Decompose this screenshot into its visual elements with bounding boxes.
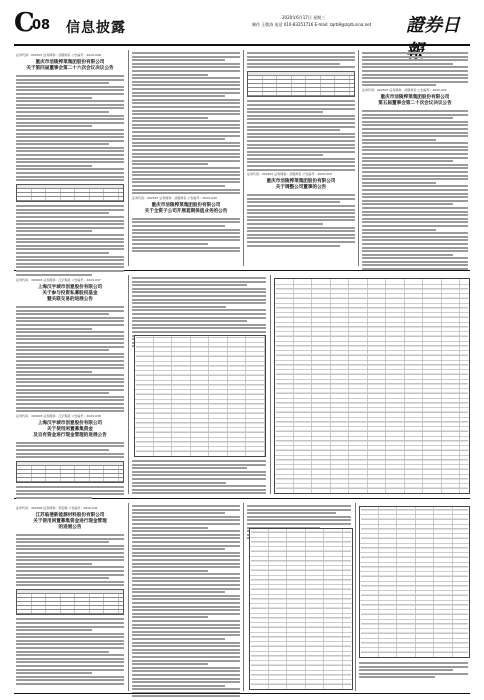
- column-divider: [128, 503, 129, 691]
- article-column: [359, 662, 468, 680]
- data-table: [359, 506, 470, 658]
- announcement-heading: 上海汉宇城市创意股份有限公司 关于使用闲置募集资金 及自有资金进行现金管理的进展公告: [33, 420, 107, 438]
- announcement-heading: 重庆市涪陵榨菜集团股份有限公司 第五届董事会第二十次会议决议公告: [378, 94, 452, 106]
- article-column: 证券代码：002507 证券简称：涪陵榨菜 公告编号：2020-049 重庆市涪陵榨菜集团股份有限公司 关于全资子公司开展套期保值业务的公告: [132, 52, 240, 254]
- announcement-heading: 重庆市涪陵榨菜集团股份有限公司 关于调整公司董事的公告: [266, 179, 336, 191]
- data-table: [134, 335, 266, 457]
- newspaper-logo: 證券日報: [406, 15, 460, 62]
- article-column: [132, 505, 240, 699]
- section-letter: C: [14, 8, 35, 38]
- announcement-heading: 上海汉宇城市创意股份有限公司 关于参与投资私募股权基金 暨关联交易的进展公告: [37, 285, 103, 302]
- column-divider: [243, 503, 244, 691]
- column-divider: [358, 50, 359, 266]
- announcement-heading: 重庆市涪陵榨菜集团股份有限公司 关于全资子公司开展套期保值业务的公告: [144, 202, 228, 214]
- article-column: 证券代码：300596 证券简称：利安隆 公告编号：2020-041 江苏临港新能源材料股份有限公司 关于使用闲置募集资金进行现金管理 的进展公告: [16, 505, 124, 687]
- data-table: [274, 278, 470, 494]
- announcement-heading: 江苏临港新能源材料股份有限公司 关于使用闲置募集资金进行现金管理 的进展公告: [33, 513, 107, 530]
- article-column: [132, 460, 266, 496]
- column-divider: [355, 503, 356, 691]
- article-column: 证券代码：002507 证券简称：涪陵榨菜 公告编号：2020-051 重庆市涪陵榨菜集团股份有限公司 第五届董事会第二十次会议决议公告: [362, 52, 468, 272]
- header-rule: [14, 44, 470, 46]
- announcement-heading: 重庆市涪陵榨菜集团股份有限公司 关于第四届董事会第二十六次会议决议公告: [26, 60, 114, 71]
- footer-rule: [14, 693, 470, 694]
- page-number: 08: [32, 18, 51, 33]
- article-column: 证券代码：002507 证券简称：涪陵榨菜 公告编号：2020-048 重庆市涪陵榨菜集团股份有限公司 关于第四届董事会第二十六次会议决议公告: [16, 52, 124, 277]
- column-divider: [270, 275, 271, 494]
- column-divider: [243, 50, 244, 266]
- column-divider: [128, 275, 129, 494]
- editor-line: 制作 王敬涛 电话 010-83251716 E-mail: zqrb9@zqrb.sina.net: [252, 22, 372, 27]
- article-column: 证券代码：002507 证券简称：涪陵榨菜 公告编号：2020-050 重庆市涪陵榨菜集团股份有限公司 关于调整公司董事的公告: [247, 52, 355, 248]
- section-title: 信息披露: [66, 20, 126, 36]
- date-line: 2020年6月17日 星期三: [282, 15, 326, 20]
- article-column: 证券代码：300403 证券简称：汉宇集团 公告编号：2020-037 上海汉宇城市创意股份有限公司 关于参与投资私募股权基金 暨关联交易的进展公告 证券代码：300403 证券简称：汉宇集团 公告编号：2020-038 上海汉宇城市创意股份有限公司 关于使用闲置募集资金 及自有资金进行现金管理的进展公告: [16, 277, 124, 501]
- column-divider: [128, 50, 129, 266]
- data-table: [249, 528, 353, 690]
